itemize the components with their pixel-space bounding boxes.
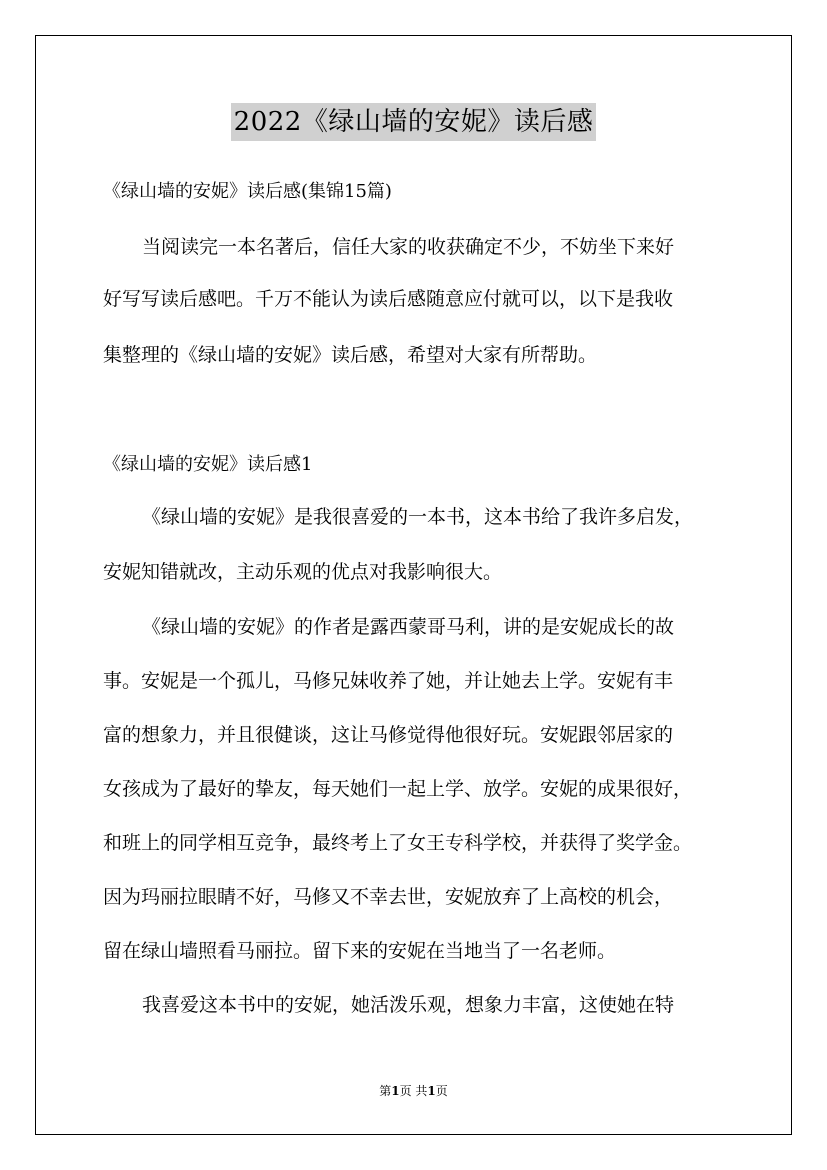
- para3-line-1: 我喜爱这本书中的安妮，她活泼乐观，想象力丰富，这使她在特: [142, 994, 675, 1016]
- page-footer: [0, 1083, 827, 1099]
- para2-line-7: 留在绿山墙照看马丽拉。留下来的安妮在当地当了一名老师。: [103, 940, 617, 962]
- document-subtitle: 《绿山墙的安妮》读后感(集锦15篇): [103, 181, 392, 202]
- footer-suffix: 页: [435, 1084, 448, 1098]
- footer-mid: 页 共: [399, 1084, 428, 1098]
- para1-line-1: 《绿山墙的安妮》是我很喜爱的一本书，这本书给了我许多启发，: [142, 506, 694, 528]
- para2-line-3: 富的想象力，并且很健谈，这让马修觉得他很好玩。安妮跟邻居家的: [103, 724, 674, 746]
- para2-line-4: 女孩成为了最好的挚友，每天她们一起上学、放学。安妮的成果很好，: [103, 778, 693, 800]
- section-heading: 《绿山墙的安妮》读后感1: [103, 454, 313, 475]
- para2-line-2: 事。安妮是一个孤儿，马修兄妹收养了她，并让她去上学。安妮有丰: [103, 670, 674, 692]
- intro-line-1: 当阅读完一本名著后，信任大家的收获确定不少，不妨坐下来好: [142, 236, 675, 258]
- para1-line-2: 安妮知错就改，主动乐观的优点对我影响很大。: [103, 561, 503, 583]
- intro-line-2: 好写写读后感吧。千万不能认为读后感随意应付就可以，以下是我收: [103, 288, 674, 310]
- footer-prefix: 第: [379, 1084, 392, 1098]
- document-title: 2022《绿山墙的安妮》读后感: [231, 103, 597, 141]
- para2-line-5: 和班上的同学相互竞争，最终考上了女王专科学校，并获得了奖学金。: [103, 832, 693, 854]
- para2-line-1: 《绿山墙的安妮》的作者是露西蒙哥马利，讲的是安妮成长的故: [142, 616, 675, 638]
- footer-page-total: 1: [427, 1084, 436, 1098]
- para2-line-6: 因为玛丽拉眼睛不好，马修又不幸去世，安妮放弃了上高校的机会，: [103, 886, 674, 908]
- footer-page-current: 1: [391, 1084, 400, 1098]
- intro-line-3: 集整理的《绿山墙的安妮》读后感，希望对大家有所帮助。: [103, 344, 598, 366]
- title-container: [0, 103, 827, 141]
